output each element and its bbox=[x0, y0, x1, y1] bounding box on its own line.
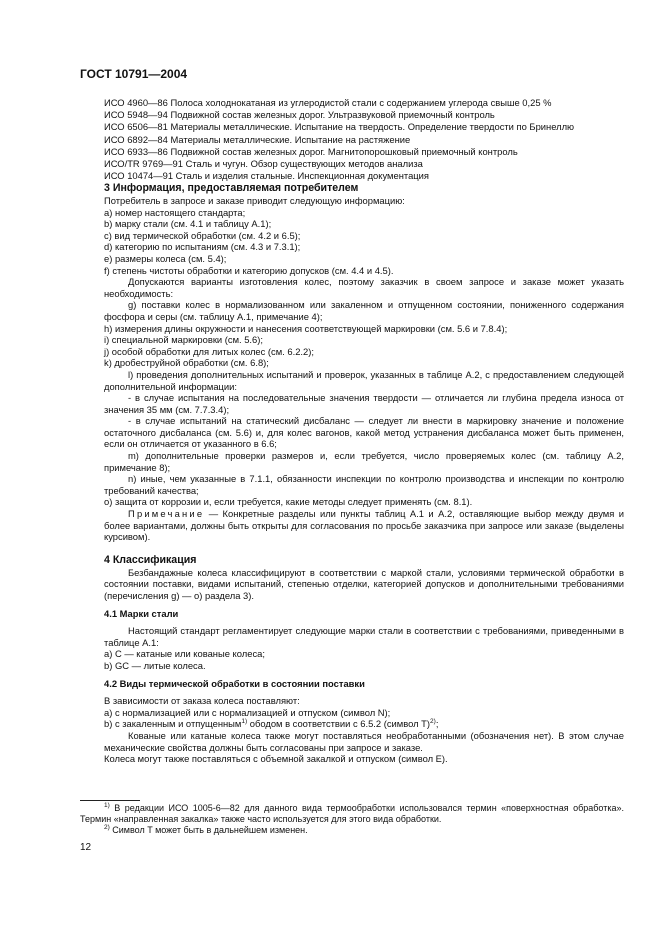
list-item-n: n) иные, чем указанные в 7.1.1, обязанности инспекции по контролю производства и инспекции по контролю требований качества; bbox=[104, 473, 624, 496]
list-item: b) GC — литые колеса. bbox=[104, 659, 206, 671]
section-4-2-heading: 4.2 Виды термической обработки в состоянии поставки bbox=[104, 677, 365, 689]
section-4-1-text: Настоящий стандарт регламентирует следующие марки стали в соответствии с требованиями, приведенными в таблице А.1: bbox=[104, 625, 624, 648]
reference-item: ИСО 6933—86 Подвижной состав железных дорог. Магнитопорошковый приемочный контроль bbox=[104, 145, 518, 157]
normative-references-list bbox=[104, 97, 624, 182]
page-title: ГОСТ 10791—2004 bbox=[80, 67, 188, 81]
list-item-j: j) особой обработки для литых колес (см. 6.2.2); bbox=[104, 345, 314, 357]
list-item: a) C — катаные или кованые колеса; bbox=[104, 648, 265, 660]
footnote-2: $^{2)}$ Символ T может быть в дальнейшем изменен. bbox=[104, 824, 308, 836]
footnote-ref: 2) bbox=[430, 718, 436, 726]
section-4-2-paragraph: Кованые или катаные колеса также могут поставляться необработанными (обозначения нет). В этом случае механические свойства должны быть согласованы при запросе и заказе. bbox=[104, 729, 624, 753]
footnotes bbox=[80, 803, 624, 837]
list-item-i: i) специальной маркировки (см. 5.6); bbox=[104, 334, 263, 346]
list-item: d) категорию по испытаниям (см. 4.3 и 7.3.1); bbox=[104, 241, 301, 253]
footnote-divider bbox=[80, 800, 140, 801]
note bbox=[104, 508, 624, 543]
section-4-2-intro: В зависимости от заказа колеса поставляют: bbox=[104, 695, 300, 707]
section-4-heading: 4 Классификация bbox=[104, 553, 197, 566]
list-item-k: k) дробеструйной обработки (см. 6.8); bbox=[104, 357, 269, 369]
variants-intro: Допускаются варианты изготовления колес, поэтому заказчик в своем запросе и заказе может указать необходимость: bbox=[104, 276, 624, 299]
list-item: b) марку стали (см. 4.1 и таблицу А.1); bbox=[104, 218, 272, 230]
footnote-1: $^{1)}$ В редакции ИСО 1005-6—82 для данного вида термообработки использовался термин «поверхностная обработка». Термин «направленная закалка» также часто используется для этого вида обработки. bbox=[80, 802, 624, 825]
note-text: — Конкретные разделы или пункты таблиц А.1 и А.2, оставляющие выбор между двумя и более вариантами, должны быть открыты для согласования по просьбе заказчика при запросе или заказе (выделены курсивом). bbox=[104, 508, 624, 543]
list-item: c) вид термической обработки (см. 4.2 и 6.5); bbox=[104, 229, 301, 241]
list-item-o: o) защита от коррозии и, если требуется, какие методы следует применять (см. 8.1). bbox=[104, 496, 473, 508]
list-item-m: m) дополнительные проверки размеров и, если требуется, число проверяемых колес (см. таблицу А.2, примечание 8); bbox=[104, 450, 624, 473]
reference-item: ИСО 5948—94 Подвижной состав железных дорог. Ультразвуковой приемочный контроль bbox=[104, 109, 495, 121]
list-item: b) с закаленным и отпущенным$^{1)}$ ободом в соответствии с 6.5.2 (символ T)$^{2)}$; bbox=[104, 718, 439, 730]
page-number: 12 bbox=[80, 842, 92, 853]
section-4-2-paragraph: Колеса могут также поставляться с объемной закалкой и отпуском (символ E). bbox=[104, 753, 448, 765]
reference-item: ИСО 6892—84 Материалы металлические. Испытание на растяжение bbox=[104, 133, 411, 145]
reference-item: ИСО 4960—86 Полоса холоднокатаная из углеродистой стали с содержанием углерода свыше 0,25 % bbox=[104, 97, 552, 108]
section-4-1-heading: 4.1 Марки стали bbox=[104, 607, 179, 619]
list-item: a) с нормализацией или с нормализацией и отпуском (символ N); bbox=[104, 706, 391, 718]
list-item: e) размеры колеса (см. 5.4); bbox=[104, 252, 227, 264]
reference-item: ИСО 10474—91 Сталь и изделия стальные. Инспекционная документация bbox=[104, 170, 429, 182]
main-content bbox=[104, 182, 624, 765]
list-item-l-dash-1: - в случае испытания на последовательные значения твердости — отличается ли глубина предела износа от значения 35 мм (см. 7.7.3.4); bbox=[104, 392, 624, 415]
reference-item: ИСО 6506—81 Материалы металлические. Испытание на твердость. Определение твердости по Бринеллю bbox=[104, 121, 575, 133]
list-item: f) степень чистоты обработки и категорию допусков (см. 4.4 и 4.5). bbox=[104, 264, 394, 276]
list-item-l-dash-2: - в случае испытаний на статический дисбаланс — следует ли внести в маркировку значение и положение остаточного дисбаланса (см. 5.6) и, для колес вагонов, какой метод устранения дисбаланса может быть применен, если он отличается от указанного в 6.6; bbox=[104, 415, 624, 450]
footnote-ref: 1) bbox=[241, 718, 248, 726]
note-label: Примечание bbox=[128, 508, 205, 520]
list-item-l: l) проведения дополнительных испытаний и проверок, указанных в таблице А.2, с предоставлением следующей дополнительной информации: bbox=[104, 368, 624, 392]
list-item: a) номер настоящего стандарта; bbox=[104, 206, 246, 218]
list-item-g: g) поставки колес в нормализованном или закаленном и отпущенном состоянии, пониженного содержания фосфора и серы (см. таблицу А.1, примечание 4); bbox=[104, 299, 624, 322]
section-3-heading: 3 Информация, предоставляемая потребителем bbox=[104, 182, 359, 194]
section-4-intro: Безбандажные колеса классифицируют в соответствии с маркой стали, условиями термической обработки в состоянии поставки, видами испытаний, степенью отделки, категорией допусков и дополнительными требованиями (перечисления g) — o) раздела 3). bbox=[104, 566, 624, 601]
section-3-intro: Потребитель в запросе и заказе приводит следующую информацию: bbox=[104, 195, 405, 206]
list-item-h: h) измерения длины окружности и нанесения соответствующей маркировки (см. 5.6 и 7.8.4); bbox=[104, 322, 508, 334]
reference-item: ИСО/TR 9769—91 Сталь и чугун. Обзор существующих методов анализа bbox=[104, 157, 423, 169]
